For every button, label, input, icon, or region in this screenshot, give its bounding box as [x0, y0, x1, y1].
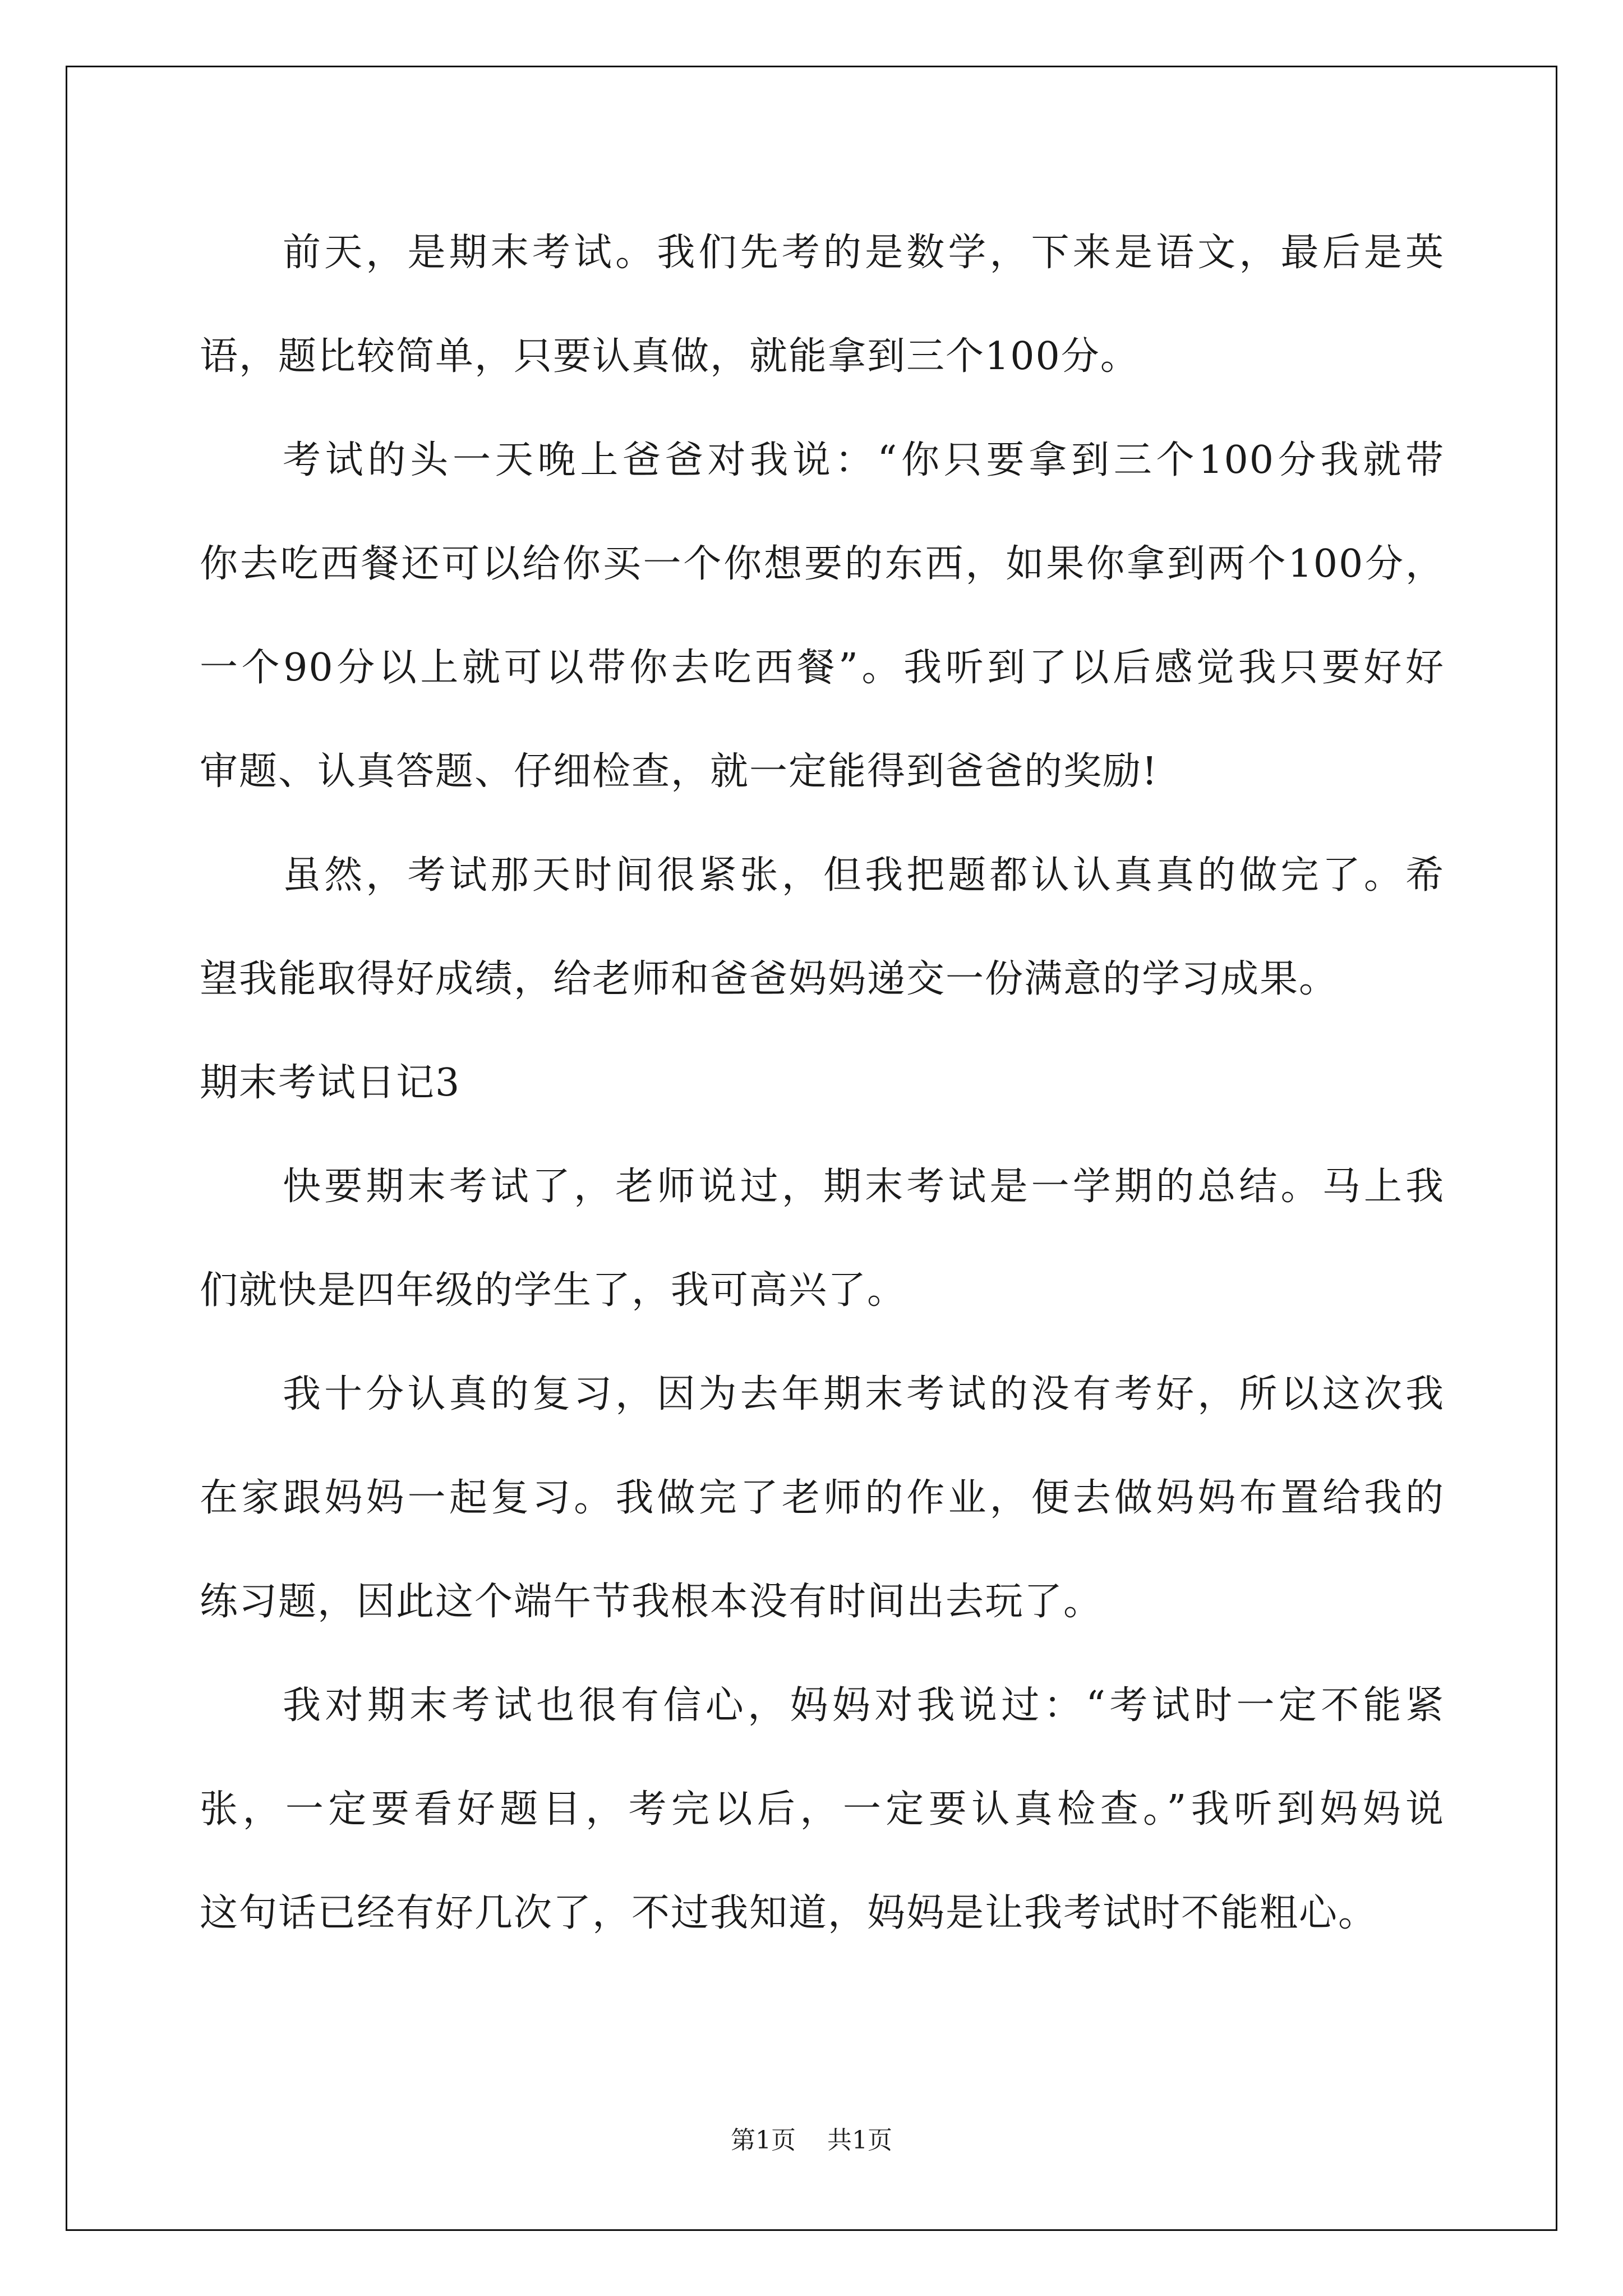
paragraph-5-line-2: 在家跟妈妈一起复习。我做完了老师的作业，便去做妈妈布置给我的 [200, 1476, 1445, 1520]
page-total: 共1页 [827, 2126, 892, 2155]
paragraph-5-line-3: 练习题，因此这个端午节我根本没有时间出去玩了。 [200, 1580, 1103, 1624]
page-number: 第1页 [731, 2126, 796, 2155]
paragraph-5-line-1: 我十分认真的复习，因为去年期末考试的没有考好，所以这次我 [283, 1372, 1445, 1416]
paragraph-2-line-2: 你去吃西餐还可以给你买一个你想要的东西，如果你拿到两个100分， [200, 542, 1445, 586]
paragraph-4-line-1: 快要期末考试了，老师说过，期末考试是一学期的总结。马上我 [283, 1165, 1445, 1209]
page-footer [0, 2125, 1623, 2156]
paragraph-6-line-3: 这句话已经有好几次了，不过我知道，妈妈是让我考试时不能粗心。 [200, 1891, 1378, 1935]
paragraph-3-line-1: 虽然，考试那天时间很紧张，但我把题都认认真真的做完了。希 [283, 853, 1445, 898]
paragraph-3-line-2: 望我能取得好成绩，给老师和爸爸妈妈递交一份满意的学习成果。 [200, 957, 1339, 1001]
paragraph-2-line-3: 一个90分以上就可以带你去吃西餐”。我听到了以后感觉我只要好好 [200, 646, 1445, 690]
paragraph-6-line-2: 张，一定要看好题目，考完以后，一定要认真检查。”我听到妈妈说 [200, 1787, 1445, 1832]
paragraph-1-line-2: 语，题比较简单，只要认真做，就能拿到三个100分。 [200, 334, 1140, 379]
paragraph-1-line-1: 前天，是期末考试。我们先考的是数学，下来是语文，最后是英 [283, 231, 1445, 275]
paragraph-4-line-2: 们就快是四年级的学生了，我可高兴了。 [200, 1268, 907, 1313]
paragraph-6-line-1: 我对期末考试也很有信心，妈妈对我说过：“考试时一定不能紧 [283, 1683, 1445, 1728]
paragraph-2-line-1: 考试的头一天晚上爸爸对我说：“你只要拿到三个100分我就带 [283, 438, 1445, 482]
section-heading: 期末考试日记3 [200, 1061, 461, 1105]
paragraph-2-line-4: 审题、认真答题、仔细检查，就一定能得到爸爸的奖励! [200, 749, 1159, 794]
